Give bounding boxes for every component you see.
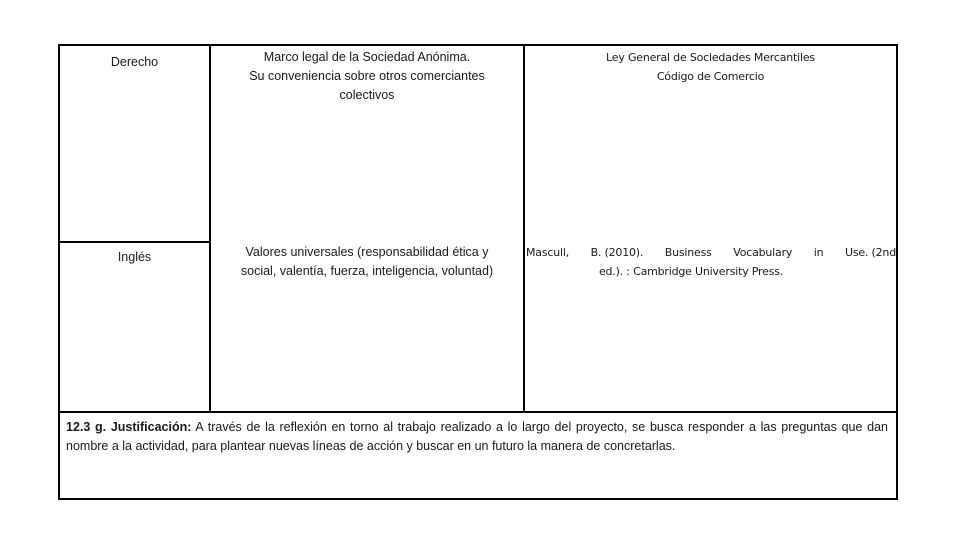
topic-cell-derecho (211, 48, 523, 105)
reference-word: in (813, 246, 824, 259)
subject-label: Derecho (110, 55, 159, 69)
reference-word: Vocabulary (733, 246, 793, 259)
reference-word: Mascull, (526, 246, 569, 259)
reference-line: ed.). : Cambridge University Press. (598, 265, 784, 278)
topic-line: colectivos (339, 88, 395, 102)
reference-word: B. (2010). (590, 246, 644, 259)
topic-line: Marco legal de la Sociedad Anónima. (263, 50, 471, 64)
subject-label: Inglés (117, 250, 152, 264)
topic-line: social, valentía, fuerza, inteligencia, voluntad) (240, 264, 494, 278)
topic-cell-ingles (211, 243, 523, 281)
column-divider-2 (523, 46, 525, 412)
justification-paragraph (66, 418, 888, 456)
reference-word: Business (664, 246, 712, 259)
reference-line: Ley General de Sociedades Mercantiles (606, 51, 815, 64)
justification-text: A través de la reflexión en torno al trabajo realizado a lo largo del proyecto, se busca responder a las preguntas que dan nombre a la actividad, para plantear nuevas líneas de acción y buscar en un futuro la manera de concretarlas. (66, 420, 888, 453)
reference-cell-ingles (526, 243, 896, 281)
justification-label: 12.3 g. Justificación: (66, 420, 192, 434)
row-divider-2 (60, 411, 896, 413)
reference-cell-derecho (525, 48, 896, 86)
content-table (58, 44, 898, 500)
subject-cell-derecho (60, 53, 209, 72)
topic-line: Valores universales (responsabilidad ética y (245, 245, 489, 259)
row-divider-1 (60, 241, 211, 243)
reference-line-justified (526, 243, 896, 262)
subject-cell-ingles (60, 248, 209, 267)
topic-line: Su conveniencia sobre otros comerciantes (249, 69, 485, 83)
reference-word: Use. (2nd (844, 246, 896, 259)
reference-line: Código de Comercio (656, 70, 765, 83)
